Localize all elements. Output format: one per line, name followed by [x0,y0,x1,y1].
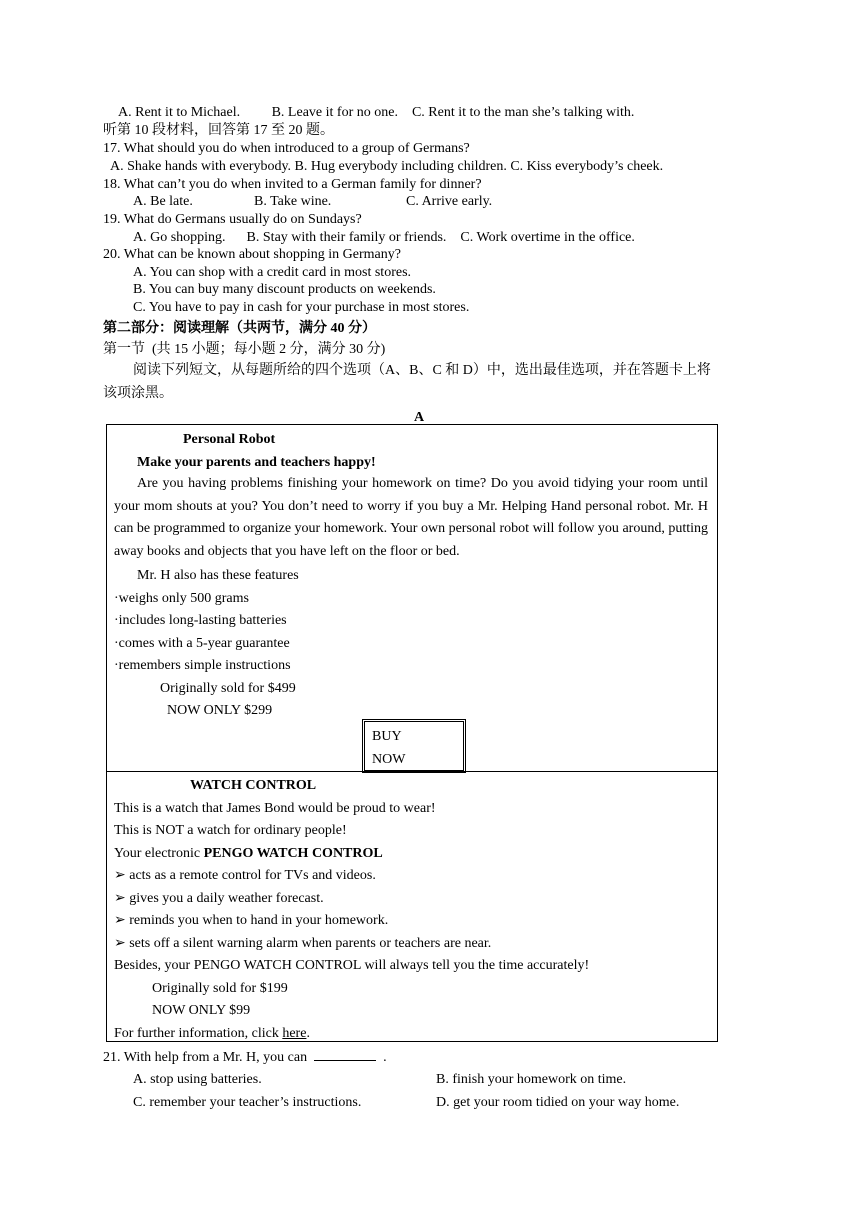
watch-feature-text: gives you a daily weather forecast. [129,891,324,906]
q17-question: 17. What should you do when introduced to a group of Germans? [103,141,470,156]
section10-intro: 听第 10 段材料，回答第 17 至 20 题。 [103,123,334,138]
q21-question [103,1048,387,1066]
q19-question: 19. What do Germans usually do on Sundays? [103,212,362,227]
buy-now-button[interactable] [362,719,466,773]
watch-feature-text: acts as a remote control for TVs and videos. [129,868,376,883]
robot-body-line4: follow you around, putting away books and objects that you have left on the floor or bed. [114,521,708,559]
buy-now-label-line1: BUY [372,729,402,744]
watch-product-name: PENGO WATCH CONTROL [203,846,383,861]
reading-instruction-line1: 阅读下列短文，从每题所给的四个选项（A、B、C 和 D）中，选出最佳选项，并在答题卡上将 [133,363,711,378]
watch-ad-line2: This is NOT a watch for ordinary people! [114,823,347,838]
q18-option-c: C. Arrive early. [406,194,493,209]
q16-options: A. Rent it to Michael. B. Leave it for no one. C. Rent it to the man she’s talking with. [118,105,635,120]
robot-now-price: NOW ONLY $299 [167,703,273,718]
reading-part-title: 第二部分：阅读理解（共两节，满分 40 分） [103,321,376,336]
watch-ad-title: WATCH CONTROL [190,778,317,793]
q17-options: A. Shake hands with everybody. B. Hug everybody including children. C. Kiss everybody’s cheek. [110,159,664,174]
further-info-suffix: . [306,1026,310,1041]
robot-body-line3: robot. Mr. H can be programmed to organize your homework. Your own personal robot will [114,498,709,537]
q21-option-a: A. stop using batteries. [133,1072,262,1087]
q20-option-c: C. You have to pay in cash for your purchase in most stores. [133,300,470,315]
watch-line3-prefix: Your electronic [114,846,204,861]
reading-section-title: 第一节 (共 15 小题；每小题 2 分，满分 30 分) [103,342,386,357]
watch-feature-text: sets off a silent warning alarm when parents or teachers are near. [129,936,492,951]
arrow-bullet-icon: ➢ [114,868,130,883]
arrow-bullet-icon: ➢ [114,936,130,951]
watch-besides: Besides, your PENGO WATCH CONTROL will always tell you the time accurately! [114,958,590,973]
q18-option-b: B. Take wine. [254,194,332,209]
robot-body-line2: until your mom shouts at you? You don’t need to worry if you buy a Mr. Helping Hand personal [114,476,708,514]
q18-option-a: A. Be late. [133,194,193,209]
q21-question-text: 21. With help from a Mr. H, you can [103,1050,308,1065]
here-link[interactable]: here [282,1026,307,1041]
arrow-bullet-icon: ➢ [114,891,130,906]
answer-blank [314,1048,376,1061]
watch-feature-item [114,935,491,952]
further-info-prefix: For further information, click [114,1026,283,1041]
buy-now-label-line2: NOW [372,752,406,767]
robot-original-price: Originally sold for $499 [160,681,296,696]
robot-features-intro: Mr. H also has these features [137,568,299,583]
passage-letter: A [414,410,425,425]
robot-ad-slogan: Make your parents and teachers happy! [137,455,376,470]
q20-question: 20. What can be known about shopping in Germany? [103,247,401,262]
q20-option-a: A. You can shop with a credit card in most stores. [133,265,412,280]
watch-feature-item [114,867,376,884]
watch-feature-item [114,890,324,907]
watch-original-price: Originally sold for $199 [152,981,288,996]
watch-now-price: NOW ONLY $99 [152,1003,251,1018]
robot-ad-title: Personal Robot [183,432,276,447]
watch-ad-line1: This is a watch that James Bond would be proud to wear! [114,801,436,816]
q20-option-b: B. You can buy many discount products on weekends. [133,282,436,297]
robot-feature-item: ·includes long-lasting batteries [114,613,287,628]
q21-question-end: . [383,1050,387,1065]
watch-feature-item [114,912,388,929]
q21-option-c: C. remember your teacher’s instructions. [133,1095,362,1110]
watch-feature-text: reminds you when to hand in your homework. [129,913,389,928]
robot-body-line1: Are you having problems finishing your homework on time? Do you avoid tidying your room [137,476,678,491]
q21-option-d: D. get your room tidied on your way home. [436,1095,680,1110]
q21-option-b: B. finish your homework on time. [436,1072,627,1087]
reading-instruction-line2: 该项涂黑。 [103,386,173,401]
watch-ad-line3 [114,845,383,862]
further-info [114,1025,310,1042]
q19-options: A. Go shopping. B. Stay with their family or friends. C. Work overtime in the office. [133,230,635,245]
robot-feature-item: ·remembers simple instructions [114,658,291,673]
arrow-bullet-icon: ➢ [114,913,130,928]
robot-feature-item: ·weighs only 500 grams [114,591,249,606]
q18-question: 18. What can’t you do when invited to a German family for dinner? [103,177,482,192]
robot-feature-item: ·comes with a 5-year guarantee [114,636,290,651]
robot-ad-body [114,473,708,563]
